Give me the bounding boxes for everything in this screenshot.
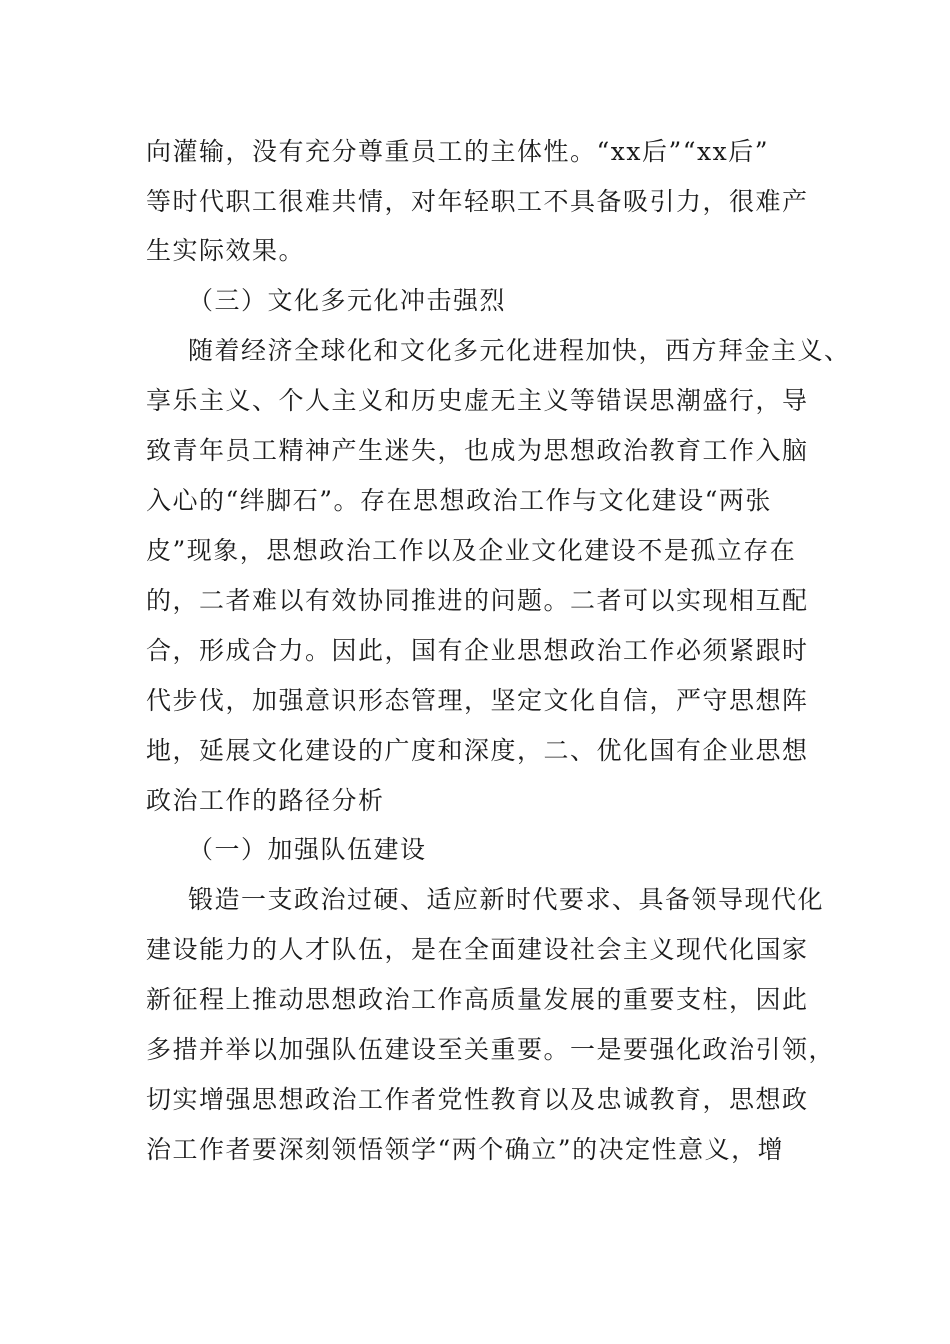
text-line: 合，形成合力。因此，国有企业思想政治工作必须紧跟时 [146, 636, 809, 665]
text-line: 的，二者难以有效协同推进的问题。二者可以实现相互配 [146, 586, 809, 615]
text-line: 代步伐，加强意识形态管理，坚定文化自信，严守思想阵 [146, 686, 809, 715]
text-line: 生实际效果。 [146, 236, 306, 265]
text-line: 入心的“绊脚石”。存在思想政治工作与文化建设“两张 [146, 486, 772, 515]
section-heading: （三）文化多元化冲击强烈 [188, 286, 507, 315]
text-line: 皮”现象，思想政治工作以及企业文化建设不是孤立存在 [146, 536, 797, 565]
section-heading: （一）加强队伍建设 [188, 835, 427, 864]
text-line: 建设能力的人才队伍，是在全面建设社会主义现代化国家 [146, 935, 809, 964]
text-line: 致青年员工精神产生迷失，也成为思想政治教育工作入脑 [146, 436, 809, 465]
text-line: 政治工作的路径分析 [146, 786, 385, 815]
text-line: 新征程上推动思想政治工作高质量发展的重要支柱，因此 [146, 985, 809, 1014]
text-line: 地，延展文化建设的广度和深度，二、优化国有企业思想 [146, 736, 809, 765]
text-line: 切实增强思想政治工作者党性教育以及忠诚教育，思想政 [146, 1085, 809, 1114]
text-line: 治工作者要深刻领悟领学“两个确立”的决定性意义，增 [146, 1135, 785, 1164]
text-line: 享乐主义、个人主义和历史虚无主义等错误思潮盛行，导 [146, 386, 809, 415]
text-line: 多措并举以加强队伍建设至关重要。一是要强化政治引领， [146, 1035, 836, 1064]
text-line: 锻造一支政治过硬、适应新时代要求、具备领导现代化 [188, 885, 825, 914]
text-line: 向灌输，没有充分尊重员工的主体性。“xx后”“xx后” [146, 137, 770, 166]
text-line: 随着经济全球化和文化多元化进程加快，西方拜金主义、 [188, 336, 851, 365]
text-line: 等时代职工很难共情，对年轻职工不具备吸引力，很难产 [146, 187, 809, 216]
